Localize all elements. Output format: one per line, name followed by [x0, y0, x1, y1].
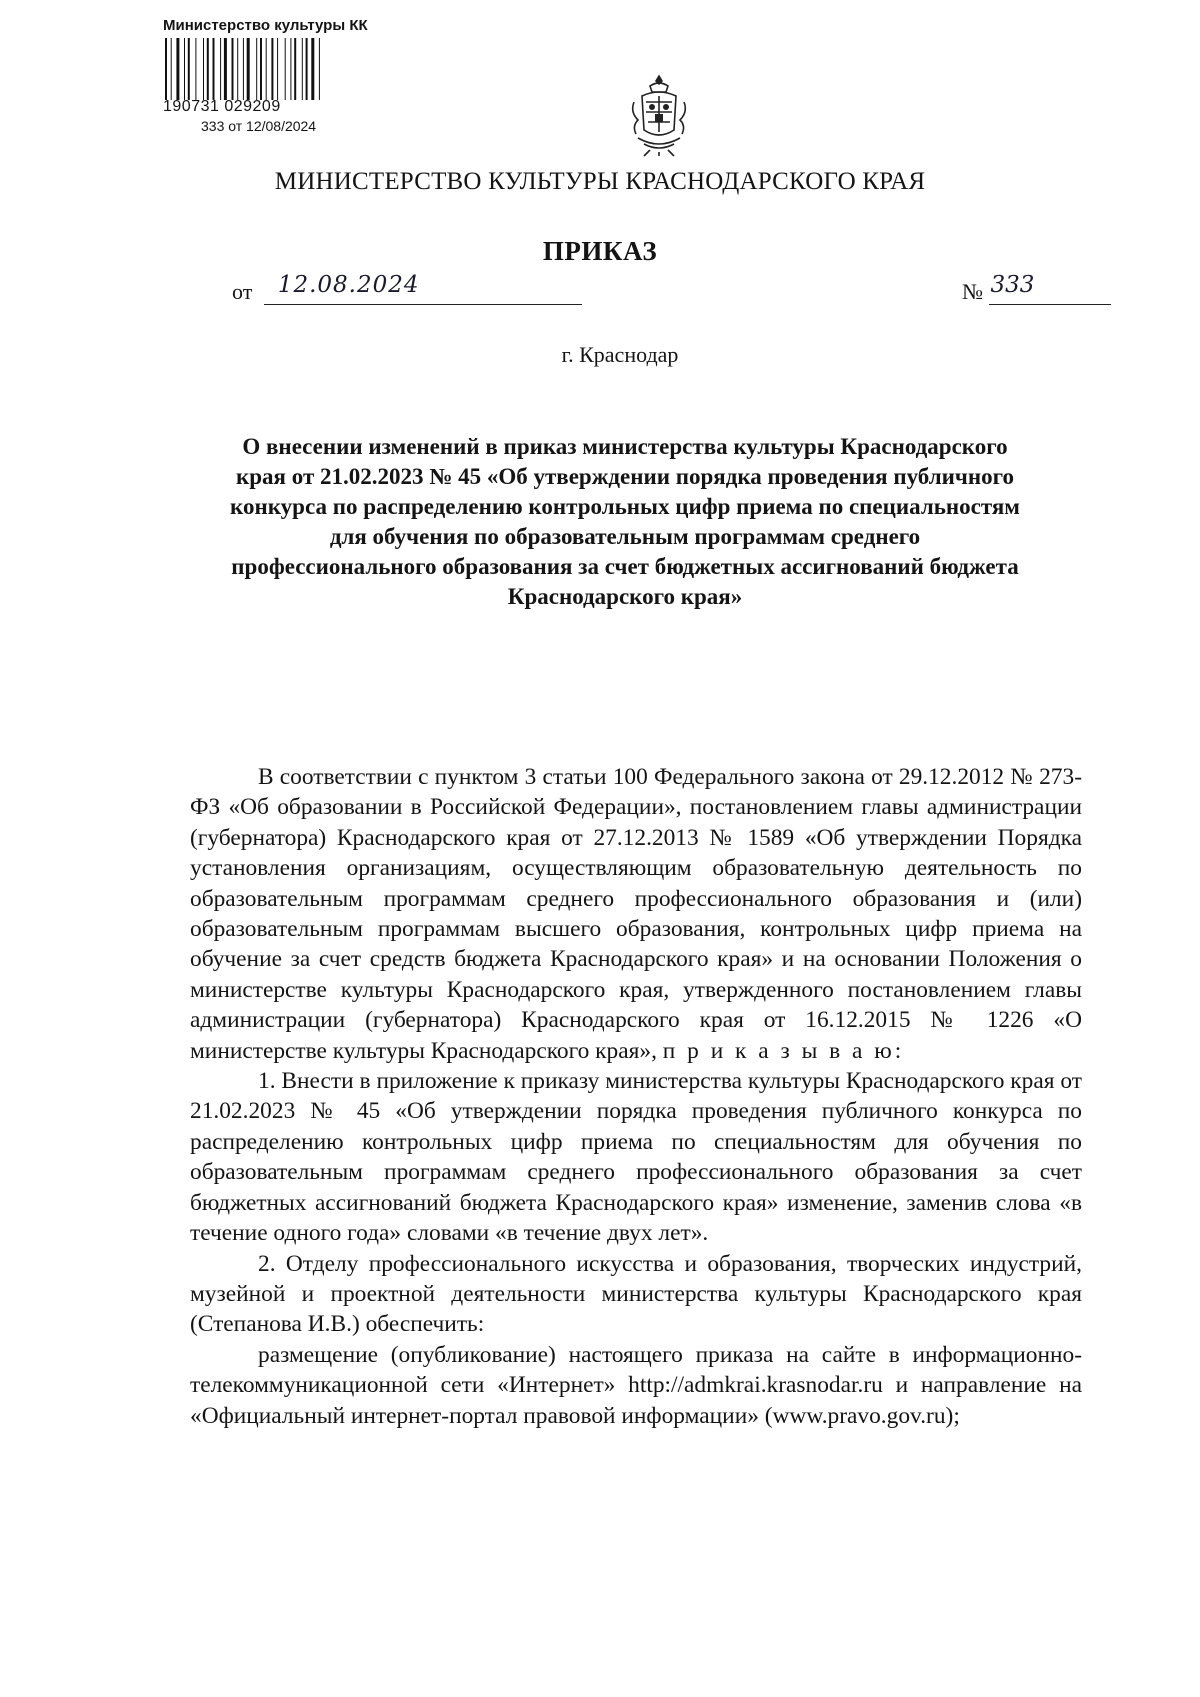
- barcode: [163, 38, 383, 100]
- barcode-bar: [176, 38, 179, 100]
- barcode-bar: [294, 38, 296, 100]
- coat-of-arms-emblem: [628, 72, 690, 158]
- preamble-text: В соответствии с пунктом 3 статьи 100 Федерального закона от 29.12.2012 № 273-ФЗ «Об образовании в Российской Федерации», постановлением главы администрации (губернатора) Краснодарского края от 27.12.2013 № 1589 «Об утверждении Порядка установления организациям, осуществляющим образовательную деятельность по образовательным программам среднего профессионального образования и (или) образовательным программам высшего образования, контрольных цифр приема на обучение за счет средств бюджета Краснодарского края» и на основании Положения о министерстве культуры Краснодарского края, утвержденного постановлением главы администрации (губернатора) Краснодарского края от 16.12.2015 № 1226 «О министерстве культуры Краснодарского края»,: [190, 764, 1082, 1064]
- barcode-bar: [237, 38, 238, 100]
- barcode-bar: [188, 38, 190, 100]
- number-prefix: №: [962, 279, 983, 304]
- date-prefix: от: [232, 279, 253, 304]
- barcode-bar: [213, 38, 215, 100]
- document-type: ПРИКАЗ: [542, 236, 658, 266]
- barcode-bar: [184, 38, 185, 100]
- barcode-bar: [165, 38, 167, 100]
- barcode-bar: [285, 38, 286, 100]
- number-field: [962, 272, 1111, 305]
- item-1: 1. Внести в приложение к приказу министерства культуры Краснодарского края от 21.02.2023 № 45 «Об утверждении порядка проведения публичного конкурса по распределению контрольных цифр приема по специальностям для обучения по образовательным программам среднего профессионального образования за счет бюджетных ассигнований бюджета Краснодарского края» изменение, заменив слова «в течение одного года» словами «в течение двух лет».: [190, 1068, 1082, 1247]
- item-2-subitem: размещение (опубликование) настоящего приказа на сайте в информационно-телекоммуникационной сети «Интернет» http://admkrai.krasnodar.ru и направление на «Официальный интернет-портал правовой информации» (www.pravo.gov.ru);: [190, 1341, 1082, 1429]
- barcode-bar: [232, 38, 234, 100]
- barcode-bar: [247, 38, 250, 100]
- barcode-bar: [224, 38, 227, 100]
- document-body: [190, 762, 1082, 1431]
- handwritten-number: 333: [990, 272, 1035, 298]
- city: г. Краснодар: [561, 342, 679, 367]
- handwritten-date: 12.08.2024: [277, 272, 420, 298]
- barcode-bar: [290, 38, 291, 100]
- barcode-number: 190731 029209: [163, 98, 281, 115]
- barcode-bar: [260, 38, 262, 100]
- item-2: 2. Отделу профессионального искусства и образования, творческих индустрий, музейной и проектной деятельности министерства культуры Краснодарского края (Степанова И.В.) обеспечить:: [190, 1250, 1082, 1338]
- number-underline: [989, 272, 1111, 305]
- barcode-bar: [220, 38, 221, 100]
- barcode-bar: [207, 38, 209, 100]
- barcode-bar: [243, 38, 244, 100]
- barcode-bar: [195, 38, 196, 100]
- date-field: [232, 272, 582, 305]
- barcode-bar: [311, 38, 314, 100]
- date-underline: [264, 272, 582, 305]
- document-subject: О внесении изменений в приказ министерства культуры Краснодарского края от 21.02.2023 № 45 «Об утверждении порядка проведения публичного конкурса по распределению контрольных цифр приема по специальностям для обучения по образовательным программам среднего профессионального образования за счет бюджетных ассигнований бюджета Краснодарского края»: [230, 434, 1020, 609]
- registration-number: 333 от 12/08/2024: [201, 118, 317, 134]
- stamp-organization: Министерство культуры КК: [163, 17, 368, 34]
- order-word: п р и к а з ы в а ю:: [662, 1037, 905, 1064]
- barcode-bar: [277, 38, 278, 100]
- preamble-paragraph: [190, 762, 1082, 1066]
- ministry-name: МИНИСТЕРСТВО КУЛЬТУРЫ КРАСНОДАРСКОГО КРАЯ: [274, 168, 926, 195]
- barcode-bar: [256, 38, 257, 100]
- barcode-bar: [319, 38, 320, 100]
- barcode-bar: [171, 38, 172, 100]
- barcode-bar: [302, 38, 303, 100]
- registration-stamp: [163, 18, 393, 134]
- barcode-bar: [271, 38, 273, 100]
- barcode-bar: [306, 38, 308, 100]
- barcode-bar: [266, 38, 267, 100]
- barcode-bar: [203, 38, 204, 100]
